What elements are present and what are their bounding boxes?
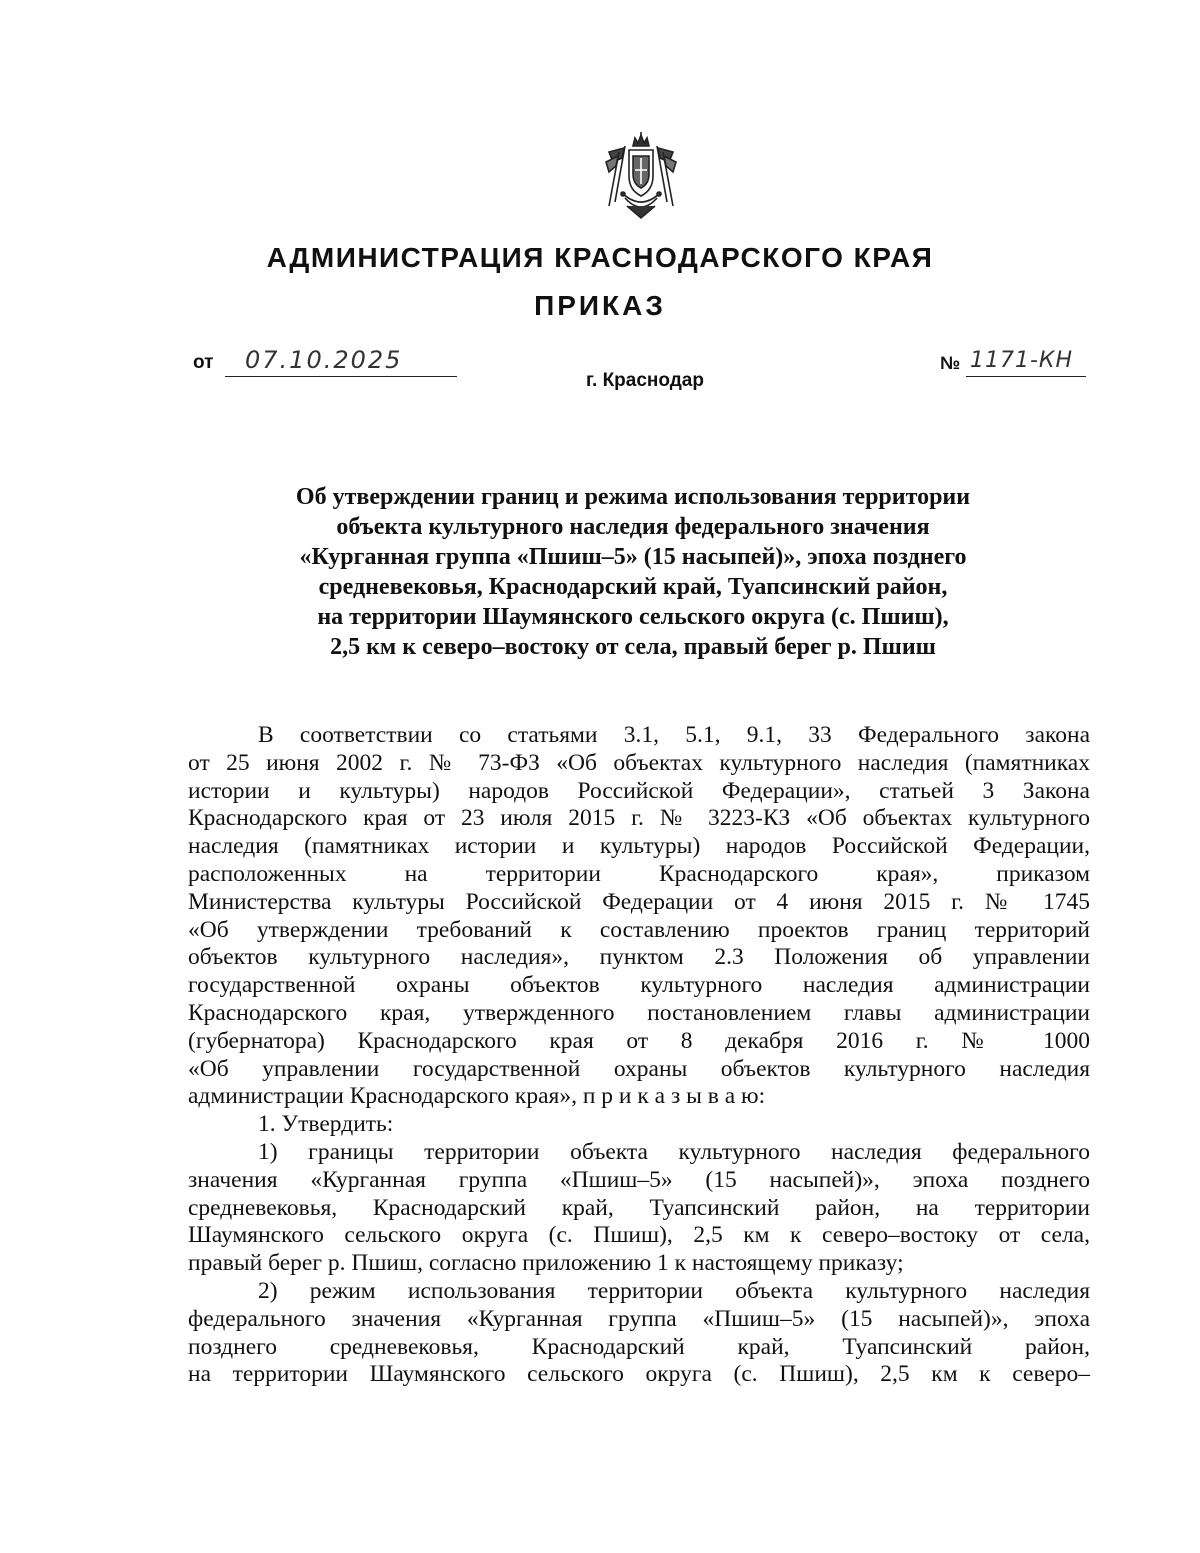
body-line: от 25 июня 2002 г. № 73-ФЗ «Об объектах культурного наследия (памятниках [188,749,1090,776]
organization-title: АДМИНИСТРАЦИЯ КРАСНОДАРСКОГО КРАЯ [266,242,934,273]
number-value: 1171-КН [970,348,1074,373]
heading-line: на территории Шаумянского сельского округа (с. Пшиш), [317,604,949,630]
body-line: государственной охраны объектов культурного наследия администрации [188,972,1090,999]
body-line: значения «Курганная группа «Пшиш–5» (15 насыпей)», эпоха позднего [188,1166,1090,1193]
body-line: объектов культурного наследия», пунктом 2.3 Положения об управлении [188,944,1090,971]
body-line: 1) границы территории объекта культурного наследия федерального [258,1138,1090,1165]
date-field [193,348,463,382]
body-line: расположенных на территории Краснодарского края», приказом [188,860,1090,887]
body-line: наследия (памятниках истории и культуры) народов Российской Федерации, [188,833,1090,860]
body-line: средневековья, Краснодарский край, Туапсинский район, на территории [188,1194,1090,1221]
date-underline [225,376,457,377]
body-line: истории и культуры) народов Российской Федерации», статьей 3 Закона [188,777,1090,804]
body-line: 1. Утвердить: [258,1111,394,1138]
body-line: В соответствии со статьями 3.1, 5.1, 9.1, 33 Федерального закона [258,722,1090,748]
body-line: федерального значения «Курганная группа «Пшиш–5» (15 насыпей)», эпоха [188,1305,1090,1332]
body-line: (губернатора) Краснодарского края от 8 декабря 2016 г. № 1000 [188,1027,1090,1054]
body-line: позднего средневековья, Краснодарский край, Туапсинский район, [188,1333,1090,1360]
body-line: на территории Шаумянского сельского округа (с. Пшиш), 2,5 км к северо– [188,1361,1090,1388]
body-line: Шаумянского сельского округа (с. Пшиш), 2,5 км к северо–востоку от села, [188,1222,1090,1249]
document-body [188,722,1090,1389]
number-field [940,348,1090,382]
document-type: ПРИКАЗ [534,290,666,321]
heading-line: объекта культурного наследия федерального значения [336,514,930,540]
coat-of-arms-icon [605,132,677,220]
document-heading [150,482,1116,662]
body-line: Краснодарского края от 23 июля 2015 г. № 3223-КЗ «Об объектах культурного [188,805,1090,832]
heading-line: Об утверждении границ и режима использования территории [295,484,971,510]
date-value: 07.10.2025 [245,346,403,374]
heading-line: «Курганная группа «Пшиш–5» (15 насыпей)», эпоха позднего [299,544,967,570]
body-line: правый берег р. Пшиш, согласно приложению 1 к настоящему приказу; [188,1250,904,1277]
body-line: 2) режим использования территории объекта культурного наследия [258,1277,1090,1304]
body-line: Краснодарского края, утвержденного постановлением главы администрации [188,999,1090,1026]
heading-line: 2,5 км к северо–востоку от села, правый берег р. Пшиш [330,634,936,660]
number-prefix: № [940,353,961,373]
city: г. Краснодар [586,370,704,391]
body-line: «Об управлении государственной охраны объектов культурного наследия [188,1055,1090,1082]
heading-line: средневековья, Краснодарский край, Туапсинский район, [318,574,948,600]
body-line: Министерства культуры Российской Федерации от 4 июня 2015 г. № 1745 [188,888,1090,915]
body-line: «Об утверждении требований к составлению проектов границ территорий [188,916,1090,943]
number-underline [966,376,1086,377]
body-line: администрации Краснодарского края», п р и к а з ы в а ю: [188,1083,766,1110]
date-prefix: от [193,352,214,373]
